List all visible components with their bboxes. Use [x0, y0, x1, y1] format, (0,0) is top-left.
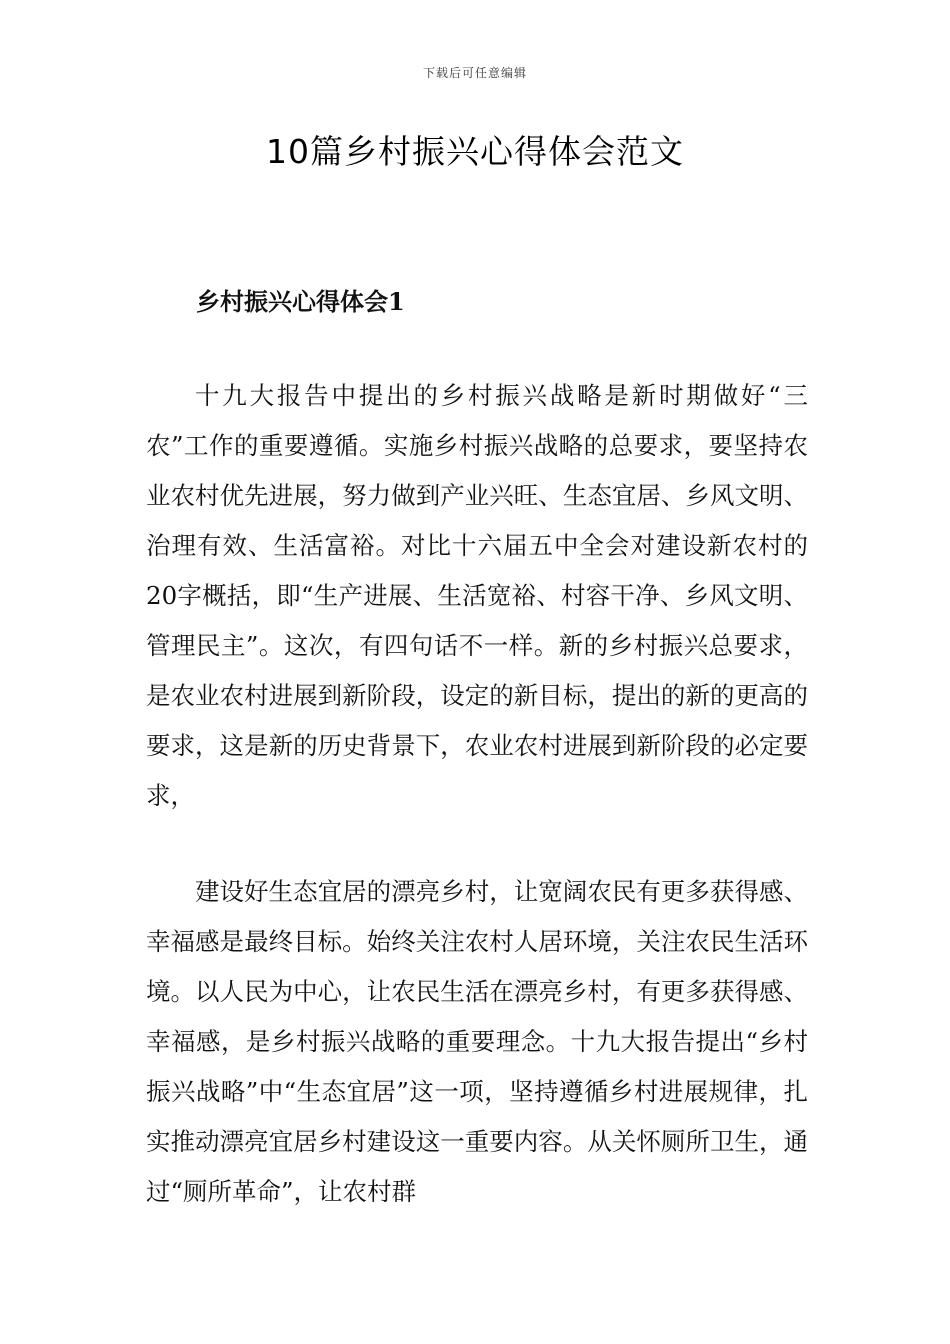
body-paragraph: 十九大报告中提出的乡村振兴战略是新时期做好“三农”工作的重要遵循。实施乡村振兴战略的总要求，要坚持农业农村优先进展，努力做到产业兴旺、生态宜居、乡风文明、治理有效、生活富裕。对比十六届五中全会对建设新农村的20字概括，即“生产进展、生活宽裕、村容干净、乡风文明、管理民主”。这次，有四句话不一样。新的乡村振兴总要求，是农业农村进展到新阶段，设定的新目标，提出的新的更高的要求，这是新的历史背景下，农业农村进展到新阶段的必定要求，	[146, 381, 808, 810]
document-title: 10篇乡村振兴心得体会范文	[266, 132, 684, 171]
header-note: 下载后可任意编辑	[422, 66, 527, 80]
section-heading: 乡村振兴心得体会1	[196, 287, 405, 316]
body-paragraph: 建设好生态宜居的漂亮乡村，让宽阔农民有更多获得感、幸福感是最终目标。始终关注农村人居环境，关注农民生活环境。以人民为中心，让农民生活在漂亮乡村，有更多获得感、幸福感，是乡村振兴战略的重要理念。十九大报告提出“乡村振兴战略”中“生态宜居”这一项，坚持遵循乡村进展规律，扎实推动漂亮宜居乡村建设这一重要内容。从关怀厕所卫生，通过“厕所革命”，让农村群	[146, 877, 808, 1206]
